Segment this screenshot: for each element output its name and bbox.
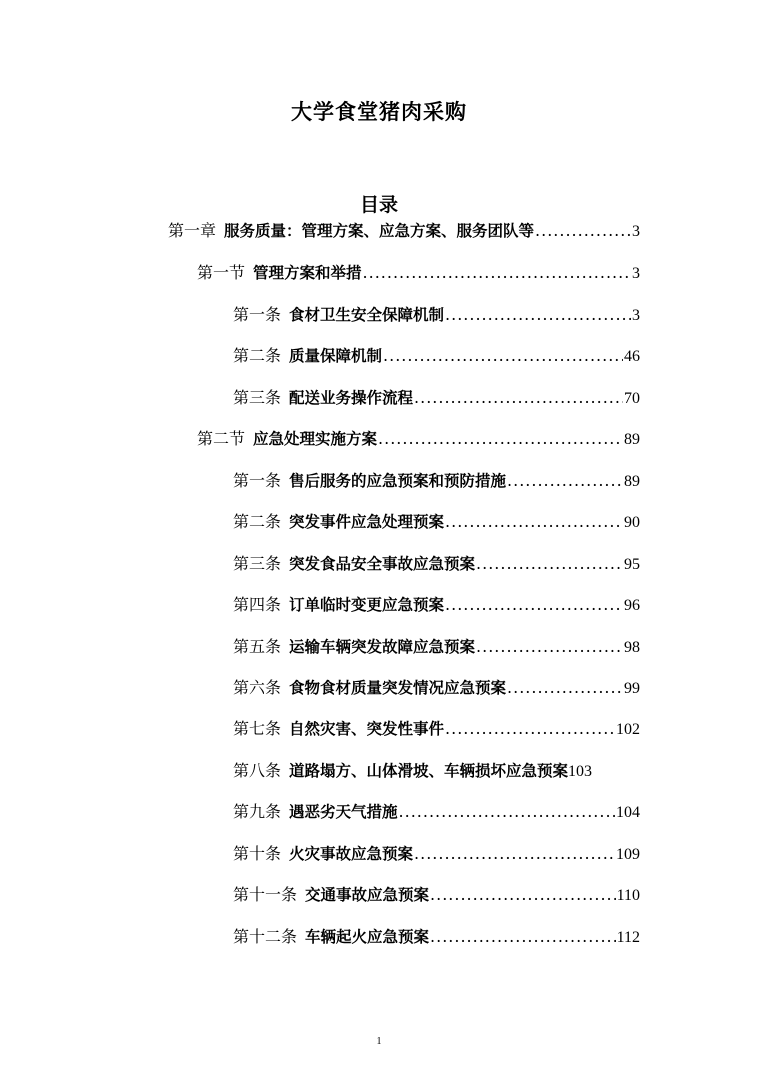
toc-entry-label: 质量保障机制 xyxy=(289,347,383,365)
page-number: 1 xyxy=(376,1036,382,1047)
toc-entry-number: 第八条 xyxy=(233,761,282,780)
toc-entry-page: 96 xyxy=(624,597,640,614)
toc-entry-article[interactable] xyxy=(233,842,640,866)
toc-entry-label: 遇恶劣天气措施 xyxy=(289,803,398,821)
toc-entry-article[interactable] xyxy=(233,386,640,410)
toc-entry-number: 第一节 xyxy=(197,263,246,282)
toc-entry-number: 第六条 xyxy=(233,678,282,697)
toc-entry-number: 第三条 xyxy=(233,388,282,407)
toc-leader-dots xyxy=(507,676,623,700)
toc-entry-article[interactable] xyxy=(233,593,640,617)
toc-entry-number: 第五条 xyxy=(233,637,282,656)
toc-entry-article[interactable] xyxy=(233,800,640,824)
toc-leader-dots xyxy=(445,303,631,327)
toc-leader-dots xyxy=(414,842,615,866)
toc-leader-dots xyxy=(476,552,623,576)
toc-entry-number: 第一条 xyxy=(233,471,282,490)
toc-entry-number: 第十二条 xyxy=(233,927,298,946)
toc-entry-page: 89 xyxy=(624,431,640,448)
toc-entry-number: 第二条 xyxy=(233,512,282,531)
toc-entry-label: 服务质量：管理方案、应急方案、服务团队等 xyxy=(224,222,535,240)
toc-heading: 目录 xyxy=(359,194,398,216)
toc-entry-article[interactable] xyxy=(233,717,640,741)
toc-leader-dots xyxy=(445,717,615,741)
toc-entry-article[interactable] xyxy=(233,925,640,949)
toc-entry-page: 90 xyxy=(624,514,640,531)
toc-entry-page: 99 xyxy=(624,680,640,697)
toc-entry-number: 第四条 xyxy=(233,595,282,614)
toc-leader-dots xyxy=(363,261,631,285)
toc-entry-article[interactable] xyxy=(233,883,640,907)
toc-entry-page: 95 xyxy=(624,556,640,573)
document-title: 大学食堂猪肉采购 xyxy=(291,100,467,124)
toc-entry-label: 应急处理实施方案 xyxy=(253,430,378,448)
toc-leader-dots xyxy=(414,386,623,410)
toc-entry-label: 管理方案和举措 xyxy=(253,264,362,282)
toc-entry-number: 第十一条 xyxy=(233,885,298,904)
toc-entry-article[interactable] xyxy=(233,635,640,659)
toc-entry-page: 110 xyxy=(616,887,640,904)
toc-leader-dots xyxy=(507,469,623,493)
toc-entry-label: 车辆起火应急预案 xyxy=(305,928,430,946)
toc-entry-label: 配送业务操作流程 xyxy=(289,389,414,407)
toc-entry-page: 70 xyxy=(624,390,640,407)
toc-entry-number: 第二节 xyxy=(197,429,246,448)
toc-entry-label: 食材卫生安全保障机制 xyxy=(289,306,445,324)
toc-entry-article[interactable] xyxy=(233,552,640,576)
toc-entry-page: 103 xyxy=(568,763,593,780)
toc-entry-number: 第一条 xyxy=(233,305,282,324)
toc-entry-page: 112 xyxy=(616,929,640,946)
toc-entry-number: 第三条 xyxy=(233,554,282,573)
toc-leader-dots xyxy=(430,883,616,907)
toc-leader-dots xyxy=(476,635,623,659)
toc-entry-page: 89 xyxy=(624,473,640,490)
toc-entry-number: 第一章 xyxy=(168,221,217,240)
toc-entry-number: 第二条 xyxy=(233,346,282,365)
toc-entry-article[interactable] xyxy=(233,510,640,534)
toc-leader-dots xyxy=(383,344,623,368)
toc-leader-dots xyxy=(378,427,623,451)
toc-entry-label: 交通事故应急预案 xyxy=(305,886,430,904)
toc-entry-article[interactable] xyxy=(233,676,640,700)
toc-entry-page: 3 xyxy=(632,307,640,324)
toc-entry-number: 第九条 xyxy=(233,802,282,821)
toc-entry-section[interactable] xyxy=(197,427,640,451)
toc-entry-label: 自然灾害、突发性事件 xyxy=(289,720,445,738)
toc-entry-label: 道路塌方、山体滑坡、车辆损坏应急预案 xyxy=(289,762,569,780)
toc-entry-article[interactable] xyxy=(233,759,663,783)
toc-entry-label: 售后服务的应急预案和预防措施 xyxy=(289,472,507,490)
toc-leader-dots xyxy=(445,510,623,534)
toc-entry-number: 第七条 xyxy=(233,719,282,738)
toc-entry-page: 104 xyxy=(616,804,640,821)
toc-entry-label: 火灾事故应急预案 xyxy=(289,845,414,863)
toc-leader-dots xyxy=(445,593,623,617)
toc-leader-dots xyxy=(535,219,631,243)
toc-entry-section[interactable] xyxy=(197,261,640,285)
toc-entry-label: 订单临时变更应急预案 xyxy=(289,596,445,614)
toc-entry-page: 102 xyxy=(616,721,640,738)
toc-entry-label: 食物食材质量突发情况应急预案 xyxy=(289,679,507,697)
toc-entry-label: 运输车辆突发故障应急预案 xyxy=(289,638,476,656)
toc-entry-label: 突发食品安全事故应急预案 xyxy=(289,555,476,573)
toc-leader-dots xyxy=(399,800,615,824)
toc-entry-page: 3 xyxy=(632,223,640,240)
toc-entry-article[interactable] xyxy=(233,469,640,493)
toc-entry-page: 46 xyxy=(624,348,640,365)
toc-entry-number: 第十条 xyxy=(233,844,282,863)
toc-entry-chapter[interactable] xyxy=(168,219,640,243)
toc-entry-article[interactable] xyxy=(233,344,640,368)
toc-leader-dots xyxy=(430,925,616,949)
toc-entry-page: 98 xyxy=(624,639,640,656)
toc-entry-page: 109 xyxy=(616,846,640,863)
toc-entry-label: 突发事件应急处理预案 xyxy=(289,513,445,531)
toc-entry-page: 3 xyxy=(632,265,640,282)
toc-entry-article[interactable] xyxy=(233,303,640,327)
